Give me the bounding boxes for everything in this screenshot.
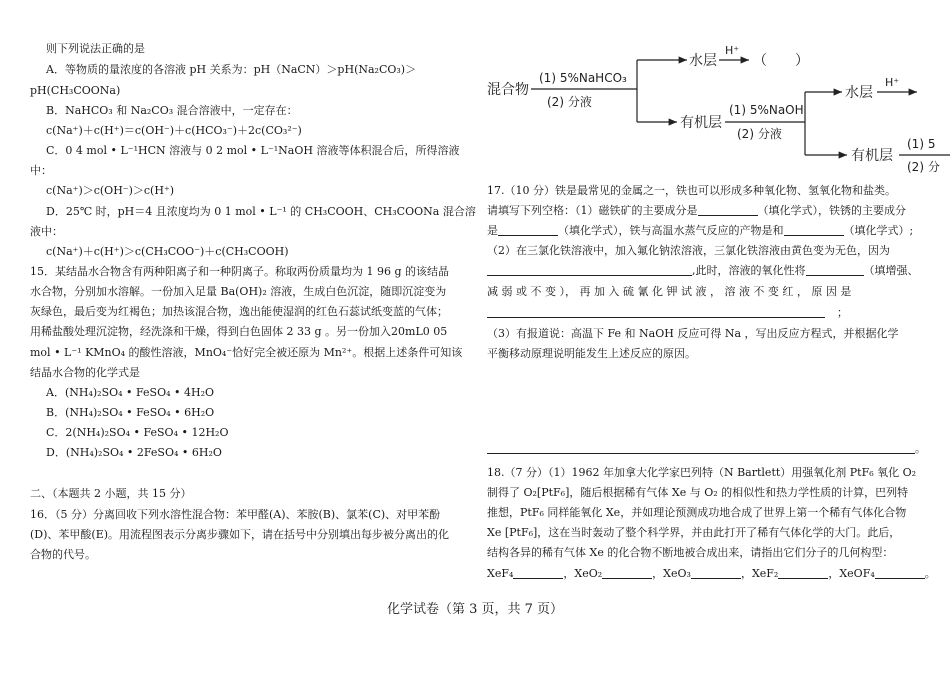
q17-line5-text-b: （填增强、 (863, 264, 919, 277)
q16-line1: 16．（5 分）分离回收下列水溶性混合物：苯甲醛(A)、苯胺(B)、氯苯(C)、对甲苯酚 (30, 508, 441, 521)
blank-equation[interactable] (487, 442, 915, 454)
q14-option-c-line2: 中： (30, 164, 52, 177)
q17-line3-text-c: （填化学式）; (843, 224, 914, 237)
q15-line3: 灰绿色，最后变为红褐色；加热该混合物，逸出能使湿润的红色石蕊试纸变蓝的气体； (30, 305, 448, 318)
q17-answer-line (487, 442, 926, 456)
q16-line2: (D)、苯甲酸(E)。用流程图表示分离步骤如下，请在括号中分别填出每步被分离出的化 (30, 528, 450, 541)
blank-xeo2[interactable] (602, 567, 652, 579)
answer-paren-1: （ ） (753, 53, 809, 69)
q14-option-b-line1: B．NaHCO₃ 和 Na₂CO₃ 混合溶液中，一定存在： (46, 104, 298, 117)
q14-option-c-line1: C．0 4 mol • L⁻¹HCN 溶液与 0 2 mol • L⁻¹NaOH 溶液等体积混合后，所得溶液 (46, 144, 460, 157)
q17-line3-text-b: （填化学式），铁与高温水蒸气反应的产物是和 (558, 224, 784, 237)
q17-line3-text-a: 是 (487, 224, 498, 237)
q18-xeof4: ，XeOF₄ (828, 567, 875, 580)
q14-option-d-line2: 液中： (30, 225, 63, 238)
q17-answer-end: 。 (915, 442, 926, 455)
q15-line5: mol • L⁻¹ KMnO₄ 的酸性溶液，MnO₄⁻恰好完全被还原为 Mn²⁺。根据上述条件可知该 (30, 346, 463, 359)
step2-operation: (2) 分液 (737, 127, 782, 141)
q16-line3: 合物的代号。 (30, 548, 96, 561)
q17-line5 (487, 264, 919, 278)
q18-line1: 18.（7 分）（1）1962 年加拿大化学家巴列特（N Bartlett）用强氧化剂 PtF₆ 氧化 O₂ (487, 466, 917, 479)
organic-layer-1: 有机层 (680, 115, 722, 131)
q18-line2: 制得了 O₂[PtF₆]，随后根据稀有气体 Xe 与 O₂ 的相似性和热力学性质的计算，巴列特 (487, 486, 909, 499)
q18-xef2: ，XeF₂ (740, 567, 779, 580)
section-two-heading: 二、（本题共 2 小题，共 15 分） (30, 487, 192, 500)
blank-xeof4[interactable] (875, 567, 925, 579)
blank-reason[interactable] (487, 264, 692, 276)
q18-xeo2: ，XeO₂ (563, 567, 603, 580)
q15-option-d: D．(NH₄)₂SO₄ • 2FeSO₄ • 6H₂O (46, 446, 222, 459)
q17-line6: 减 弱 或 不 变 ）， 再 加 入 硫 氰 化 钾 试 液 ， 溶 液 不 变 红 ， 原 因 是 (487, 285, 852, 298)
step2-reagent: (1) 5%NaOH (729, 103, 804, 117)
q17-line7 (487, 306, 848, 320)
hplus-label-1: H⁺ (725, 44, 740, 57)
organic-layer-2: 有机层 (851, 148, 893, 164)
q15-line2: 水合物，分别加水溶解。一份加入足量 Ba(OH)₂ 溶液，生成白色沉淀，随即沉淀变为 (30, 285, 447, 298)
q17-line2-text-a: 请填写下列空格：（1）磁铁矿的主要成分是 (487, 204, 698, 217)
q17-line9: 平衡移动原理说明能发生上述反应的原因。 (487, 347, 696, 360)
q18-xef4: XeF₄ (487, 567, 514, 580)
mixture-label: 混合物 (487, 82, 529, 98)
step3-operation: (2) 分 (907, 160, 940, 174)
step1-operation: (2) 分液 (547, 95, 592, 109)
q15-option-b: B．(NH₄)₂SO₄ • FeSO₄ • 6H₂O (46, 406, 215, 419)
q17-line2-text-b: （填化学式），铁锈的主要成分 (757, 204, 906, 217)
water-layer-1: 水层 (689, 53, 717, 69)
blank-kscn-reason[interactable] (487, 306, 825, 318)
q14-option-a-line2: pH(CH₃COONa) (30, 84, 121, 97)
q17-line2 (487, 204, 906, 218)
q18-line3: 推想，PtF₆ 同样能氧化 Xe，并如理论预测成功地合成了世界上第一个稀有气体化合物 (487, 506, 907, 519)
blank-oxidizing[interactable] (806, 264, 864, 276)
page-footer: 化学试卷（第 3 页，共 7 页） (386, 602, 564, 617)
q18-xeo3: ，XeO₃ (652, 567, 691, 580)
blank-magnetite[interactable] (698, 204, 758, 216)
water-layer-2: 水层 (845, 85, 873, 101)
blank-xef4[interactable] (513, 567, 563, 579)
q14-option-c-line3: c(Na⁺)＞c(OH⁻)＞c(H⁺) (46, 184, 175, 197)
q17-line4: （2）在三氯化铁溶液中，加入氟化钠浓溶液，三氯化铁溶液由黄色变为无色，因为 (487, 244, 890, 257)
q17-line1: 17.（10 分）铁是最常见的金属之一，铁也可以形成多种氧化物、氢氧化物和盐类。 (487, 184, 896, 197)
separation-flow-diagram (487, 40, 950, 180)
q14-option-d-line1: D．25℃ 时，pH＝4 且浓度均为 0 1 mol • L⁻¹ 的 CH₃COOH、CH₃COONa 混合溶 (46, 205, 476, 218)
q14-option-b-line2: c(Na⁺)＋c(H⁺)＝c(OH⁻)＋c(HCO₃⁻)＋2c(CO₃²⁻) (46, 124, 302, 137)
q14-option-d-line3: c(Na⁺)＋c(H⁺)＞c(CH₃COO⁻)＋c(CH₃COOH) (46, 245, 289, 258)
blank-xef2[interactable] (778, 567, 828, 579)
q18-line6-end: 。 (924, 567, 936, 580)
q18-line6 (487, 567, 936, 581)
blank-product[interactable] (784, 224, 844, 236)
q15-line6: 结晶水合物的化学式是 (30, 366, 140, 379)
blank-xeo3[interactable] (691, 567, 741, 579)
q15-option-a: A．(NH₄)₂SO₄ • FeSO₄ • 4H₂O (46, 386, 215, 399)
q14-intro: 则下列说法正确的是 (46, 42, 145, 55)
hplus-label-2: H⁺ (885, 76, 900, 89)
q17-line8: （3）有报道说：高温下 Fe 和 NaOH 反应可得 Na ，写出反应方程式，并根据化学 (487, 327, 899, 340)
q14-option-a-line1: A．等物质的量浓度的各溶液 pH 关系为：pH（NaCN）＞pH(Na₂CO₃)＞ (46, 63, 417, 76)
q18-line5: 结构各异的稀有气体 Xe 的化合物不断地被合成出来，请指出它们分子的几何构型： (487, 546, 894, 559)
step1-reagent: (1) 5%NaHCO₃ (539, 71, 627, 85)
blank-rust[interactable] (498, 224, 558, 236)
q17-line5-text-a: ,此时，溶液的氧化性将 (692, 264, 806, 277)
step3-reagent: (1) 5 (907, 137, 936, 151)
q17-line7-text: ； (837, 306, 848, 319)
q15-line1: 15．某结晶水合物含有两种阳离子和一种阴离子。称取两份质量均为 1 96 g 的该结晶 (30, 265, 450, 278)
q15-option-c: C．2(NH₄)₂SO₄ • FeSO₄ • 12H₂O (46, 426, 229, 439)
q18-line4: Xe [PtF₆]，这在当时轰动了整个科学界，并由此打开了稀有气体化学的大门。此后， (487, 526, 901, 539)
q15-line4: 用稀盐酸处理沉淀物，经洗涤和干燥，得到白色固体 2 33 g 。另一份加入20mL0 05 (30, 325, 448, 338)
q17-line3 (487, 224, 913, 238)
